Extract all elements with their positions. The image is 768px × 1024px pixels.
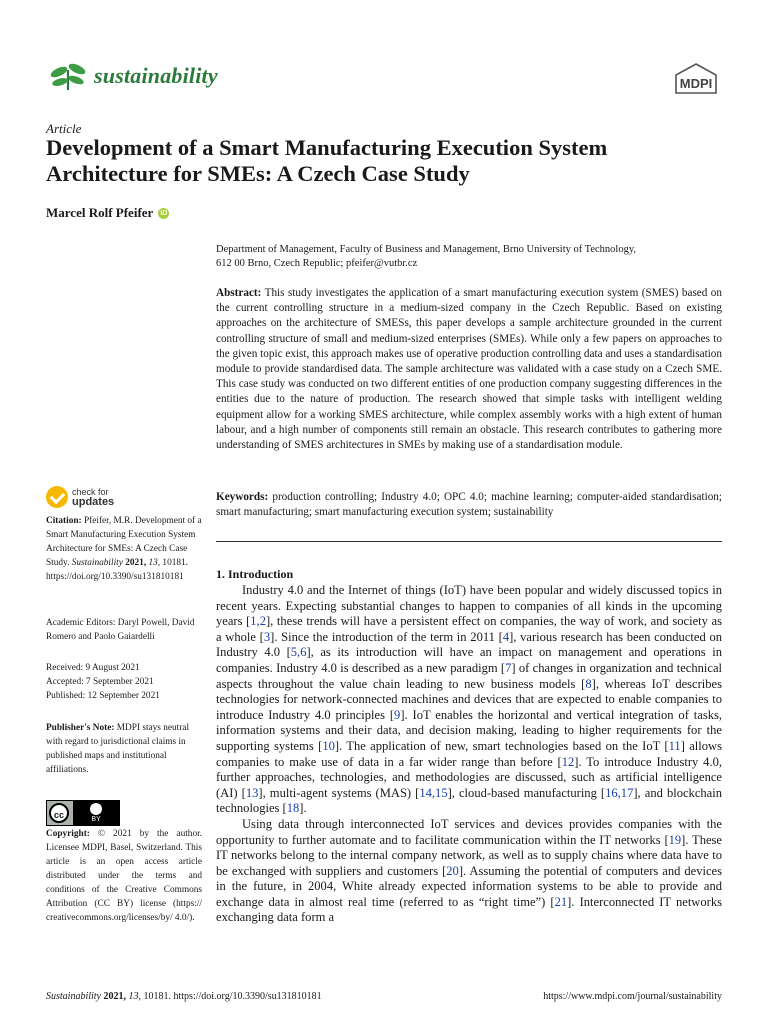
paragraph-text: ], various research has been conducted on Industry 4.0 [ xyxy=(216,629,722,660)
received-date: Received: 9 August 2021 xyxy=(46,663,140,673)
author-line xyxy=(46,205,169,221)
affiliation-line: Department of Management, Faculty of Business and Management, Brno University of Technology, xyxy=(216,244,637,255)
citation xyxy=(46,514,202,584)
footer-doi[interactable]: 10181. https://doi.org/10.3390/su131810181 xyxy=(143,991,322,1002)
mdpi-logo-icon[interactable] xyxy=(672,62,720,96)
footer-volume: 13, xyxy=(128,991,141,1002)
affiliation xyxy=(216,243,716,271)
paragraph-text: Using data through interconnected IoT services and devices provides companies with the opportunity to further automate and to facilitate communication within the IT networks [ xyxy=(216,816,722,847)
journal-logo[interactable] xyxy=(46,60,218,92)
checkmark-icon xyxy=(46,486,68,508)
footer-citation xyxy=(46,991,322,1002)
journal-name: sustainability xyxy=(94,63,218,88)
copyright xyxy=(46,827,202,925)
citation-text: Pfeifer, M.R. Development of a Smart Manufacturing Execution System Architecture for SMEs: A Czech Case Study. xyxy=(46,516,202,568)
paragraph-text: ] of changes in organization and technical aspects throughout the value chain leading to new business models [ xyxy=(216,660,723,691)
paragraph-text: ]. Since the introduction of the term in 2011 [ xyxy=(270,629,503,644)
check-updates-line1: check for xyxy=(72,487,109,497)
orcid-icon[interactable]: iD xyxy=(160,209,168,217)
reference-link[interactable]: 8 xyxy=(585,676,592,691)
reference-link[interactable]: 1,2 xyxy=(250,614,266,629)
publisher-note xyxy=(46,721,202,777)
mdpi-logo-text: MDPI xyxy=(679,76,713,91)
published-date: Published: 12 September 2021 xyxy=(46,691,160,701)
abstract xyxy=(216,286,722,453)
paragraph-text: ]. Interconnected IT networks exchanging data form a xyxy=(216,894,722,925)
reference-link[interactable]: 16,17 xyxy=(605,785,634,800)
abstract-text: This study investigates the application of a smart manufacturing execution system (SMES) based on the current controlling structure in a medium-sized company in the Czech Republic. Based on existing approaches on the architecture of SMESs, this paper develops a sample architecture grounded in the current controlling structure of small and medium-sized enterprises (SMEs). While only a few papers on approaches to the given topic exist, this approach makes use of operative production controlling data and uses a standardisation module to provide standardised data. The sample architecture was validated with a case study on a Czech SME. This case study was conducted on two different entities of one production company suggesting differences in the entities due to the nature of production. The research showed that simple tasks with intelligent welding equipment allow for a working SMES architecture, while complex assembly works with a high extent of human labour, and a high number of components still remain an obstacle. This research contributes to gathering more understanding of SMES architectures in SMEs by making use of a standardisation module. xyxy=(216,287,722,452)
abstract-label: Abstract: xyxy=(216,287,262,299)
leaf-icon xyxy=(46,60,90,92)
reference-link[interactable]: 21 xyxy=(554,894,568,909)
section-heading: 1. Introduction xyxy=(216,567,294,581)
reference-link[interactable]: 7 xyxy=(505,660,512,675)
reference-link[interactable]: 18 xyxy=(286,801,300,816)
reference-link[interactable]: 19 xyxy=(668,832,682,847)
paragraph-text: ], multi-agent systems (MAS) [ xyxy=(258,785,420,800)
section-divider xyxy=(216,541,722,542)
page-footer xyxy=(46,991,722,1002)
paragraph-text: ]. To introduce Industry 4.0, further approaches, technologies, and methodologies are discussed, such as artificial intelligence (AI) [ xyxy=(216,754,722,800)
paragraph-text: ]. These IT networks belong to the internal company network, as well as to supply chains where data have to be exchanged with suppliers and customers [ xyxy=(216,832,722,878)
reference-link[interactable]: 20 xyxy=(446,863,459,878)
paragraph-text: ], cloud-based manufacturing [ xyxy=(447,785,606,800)
keywords-text: production controlling; Industry 4.0; OPC 4.0; machine learning; computer-aided standardisation; smart manufacturing; smart manufacturing execution system; sustainability xyxy=(216,491,722,519)
copyright-label: Copyright: xyxy=(46,829,90,839)
copyright-text: © 2021 by the author. Licensee MDPI, Basel, Switzerland. This article is an open access article distributed under the terms and conditions of the Creative Commons Attribution (CC BY) license (https:// creativecommons.org/licenses/by/ 4.0/). xyxy=(46,829,202,923)
publisher-note-text: MDPI stays neutral with regard to jurisdictional claims in published maps and institutional affiliations. xyxy=(46,723,190,775)
article-type: Article xyxy=(46,121,82,136)
reference-link[interactable]: 4 xyxy=(502,629,510,644)
footer-journal-url[interactable]: https://www.mdpi.com/journal/sustainability xyxy=(543,991,722,1002)
footer-year: 2021, xyxy=(103,991,126,1002)
accepted-date: Accepted: 7 September 2021 xyxy=(46,677,154,687)
reference-link[interactable]: 11 xyxy=(668,738,681,753)
person-icon xyxy=(90,803,102,815)
reference-link[interactable]: 5,6 xyxy=(290,645,307,660)
affiliation-line: 612 00 Brno, Czech Republic; pfeifer@vutbr.cz xyxy=(216,258,418,269)
paragraph-text: ], these trends will have a persistent effect on companies, the way of work, and society as a whole [ xyxy=(216,614,722,644)
reference-link[interactable]: 12 xyxy=(561,754,575,769)
keywords xyxy=(216,490,722,520)
paragraph xyxy=(216,817,722,926)
by-label: BY xyxy=(91,816,101,823)
paragraph-text: Industry 4.0 and the Internet of things (IoT) have been popular and widely discussed topics in recent years. Expecting substantial changes to happen to companies of all kinds in the upcoming years [ xyxy=(216,583,722,629)
paragraph-text: ], whereas IoT describes technologies for network-connected machines and devices that are expected to enable companies to introduce Industry 4.0 principles [ xyxy=(216,676,723,722)
paragraph-text: ]. IoT enables the horizontal and vertical integration of tasks, information systems and their data, and decision making, leading to higher requirements for the supporting systems [ xyxy=(216,707,722,753)
paragraph-text: ]. xyxy=(299,801,307,816)
page-header xyxy=(46,60,722,96)
academic-editors: Academic Editors: Daryl Powell, David Romero and Paolo Gaiardelli xyxy=(46,618,195,642)
citation-year: 2021, xyxy=(125,558,147,568)
citation-doi[interactable]: 10181. https://doi.org/10.3390/su131810181 xyxy=(46,558,188,582)
publisher-note-label: Publisher's Note: xyxy=(46,723,115,733)
reference-link[interactable]: 13 xyxy=(245,785,259,800)
cc-icon: cc xyxy=(49,803,69,823)
check-for-updates-button[interactable] xyxy=(46,486,114,508)
paragraph-text: ]. The application of new, smart technologies based on the IoT [ xyxy=(334,738,669,753)
author-name[interactable]: Marcel Rolf Pfeifer xyxy=(46,205,154,220)
reference-link[interactable]: 9 xyxy=(394,707,401,722)
keywords-label: Keywords: xyxy=(216,491,269,503)
reference-link[interactable]: 3 xyxy=(263,629,271,644)
paragraph-text: ] allows companies to make use of data in a far wider range than before [ xyxy=(216,738,722,769)
citation-volume: 13, xyxy=(148,558,161,568)
citation-journal: Sustainability xyxy=(71,558,123,568)
article-title: Development of a Smart Manufacturing Execution System Architecture for SMEs: A Czech Case Study xyxy=(46,135,608,186)
paragraph-text: ], and blockchain technologies [ xyxy=(216,785,722,816)
body-text xyxy=(216,583,722,926)
paragraph-text: ], as its introduction will have an impact on management and operations in companies. Industry 4.0 is described as a new paradigm [ xyxy=(216,645,722,675)
check-updates-line2: updates xyxy=(72,496,115,508)
check-updates-text xyxy=(72,487,114,507)
reference-link[interactable]: 10 xyxy=(322,738,335,753)
citation-label: Citation: xyxy=(46,516,82,526)
by-icon xyxy=(73,801,119,825)
paragraph-text: ]. Assuming the potential of computers and devices in the future, in 2004, White already expected information systems to be able to provide and exchange data in almost real time (referred to as “right time”) [ xyxy=(216,863,723,909)
reference-link[interactable]: 14,15 xyxy=(419,785,448,800)
paragraph xyxy=(216,583,722,817)
footer-journal: Sustainability xyxy=(46,991,101,1002)
cc-by-license-badge[interactable] xyxy=(46,800,120,826)
publication-dates xyxy=(46,661,202,703)
